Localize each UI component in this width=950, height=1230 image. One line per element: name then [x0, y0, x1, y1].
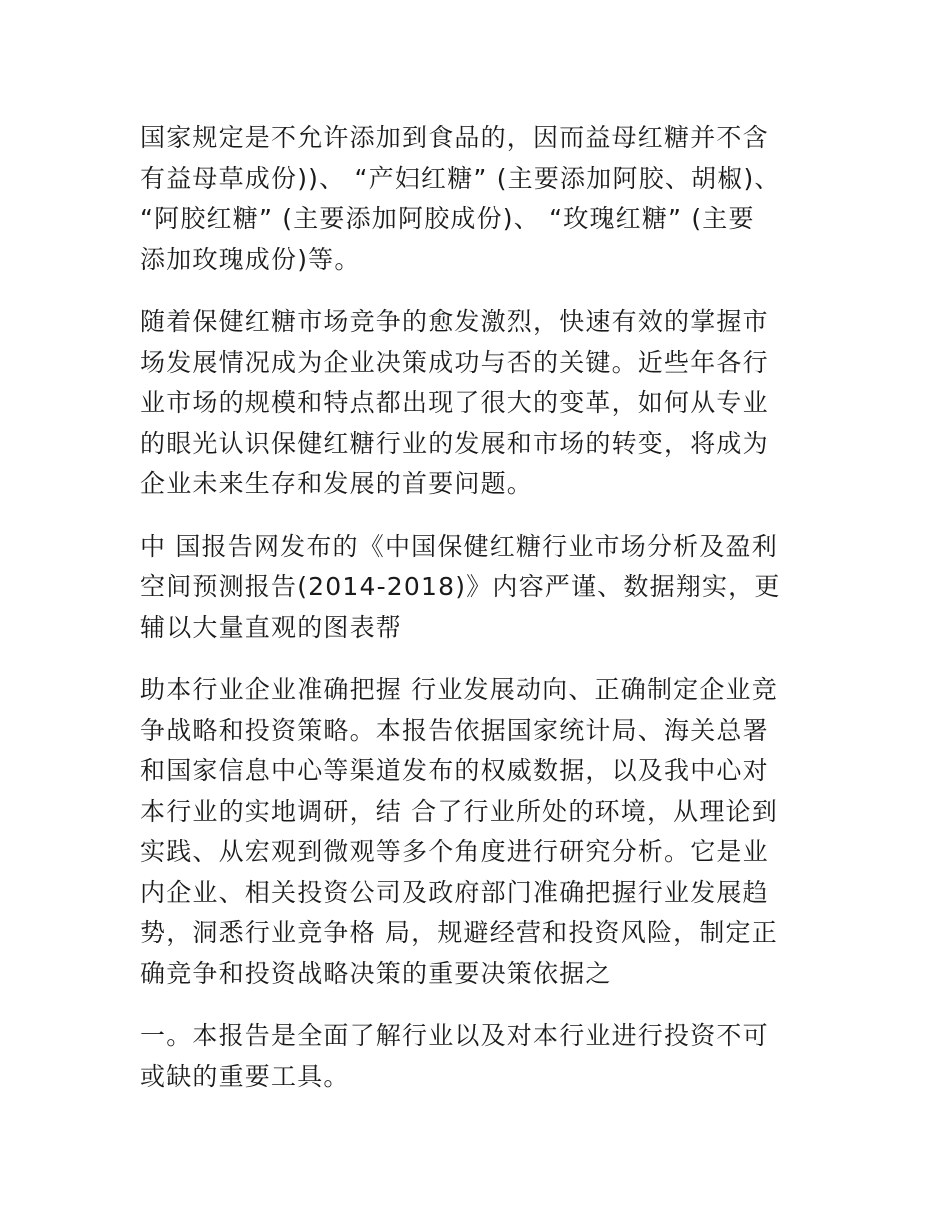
paragraph-4: 助本行业企业准确把握 行业发展动向、正确制定企业竞 争战略和投资策略。本报告依据国家统计局、海关总署 和国家信息中心等渠道发布的权威数据，以及我中心对 本行业的实地调研，结 合了行业所处的环境，从理论到 实践、从宏观到微观等多个角度进行研究分析。它是业 内企业、相关投资公司及政府部门准确把握行业发展趋 势，洞悉行业竞争格 局，规避经营和投资风险，制定正 确竞争和投资战略决策的重要决策依据之	[140, 675, 778, 988]
paragraph-2: 随着保健红糖市场竞争的愈发激烈，快速有效的掌握市 场发展情况成为企业决策成功与否的关键。近些年各行 业市场的规模和特点都出现了很大的变革，如何从专业 的眼光认识保健红糖行业的发展和市场的转变，将成为 企业未来生存和发展的首要问题。	[140, 307, 769, 498]
paragraph-1: 国家规定是不允许添加到食品的，因而益母红糖并不含 有益母草成份))、 “产妇红糖” (主要添加阿胶、胡椒)、 “阿胶红糖” (主要添加阿胶成份)、 “玫瑰红糖” (主要 添加玫瑰成份)等。	[140, 123, 781, 274]
document-page	[140, 118, 812, 1119]
paragraph-3: 中 国报告网发布的《中国保健红糖行业市场分析及盈利 空间预测报告(2014-2018)》内容严谨、数据翔实，更 辅以大量直观的图表帮	[140, 531, 781, 642]
paragraph-5: 一。本报告是全面了解行业以及对本行业进行投资不可 或缺的重要工具。	[140, 1021, 769, 1091]
